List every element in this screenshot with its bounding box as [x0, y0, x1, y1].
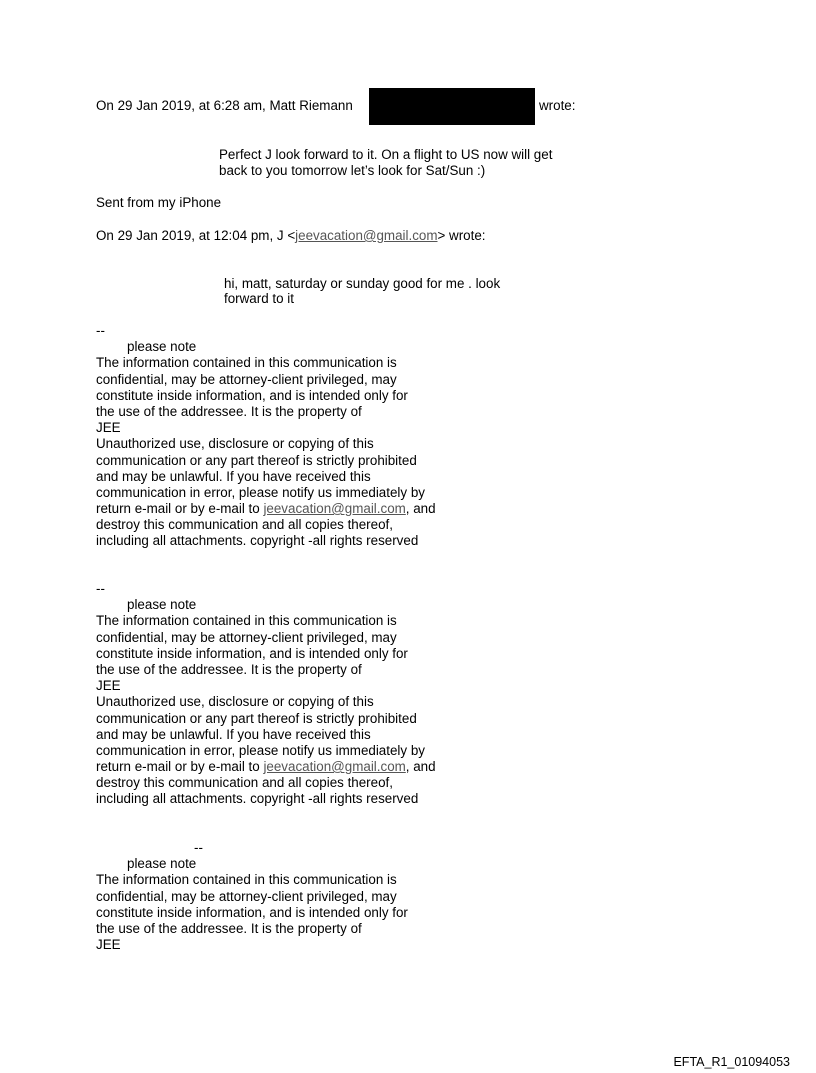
- quote-1-line-2: back to you tomorrow let’s look for Sat/Sun :): [219, 163, 486, 178]
- disclaimer-line: the use of the addressee. It is the property of: [96, 403, 362, 419]
- disclaimer-line: JEE: [96, 678, 121, 694]
- disclaimer-line: JEE: [96, 420, 121, 436]
- disclaimer-line: JEE: [96, 937, 121, 953]
- document-id: EFTA_R1_01094053: [673, 1055, 790, 1069]
- please-note: please note: [127, 856, 197, 872]
- sent-from-signature: Sent from my iPhone: [96, 195, 222, 210]
- disclaimer-line: and may be unlawful. If you have received this: [96, 468, 371, 484]
- disclaimer-line: The information contained in this communication is: [96, 613, 397, 629]
- disclaimer-block-3: [96, 840, 516, 953]
- disclaimer-line: the use of the addressee. It is the property of: [96, 920, 362, 936]
- return-prefix: return e-mail or by e-mail to: [96, 501, 264, 517]
- disclaimer-line: communication or any part thereof is strictly prohibited: [96, 710, 417, 726]
- disclaimer-line: destroy this communication and all copies thereof,: [96, 775, 393, 791]
- disclaimer-line: communication in error, please notify us immediately by: [96, 484, 425, 500]
- disclaimer-line: Unauthorized use, disclosure or copying of this: [96, 436, 374, 452]
- quote-2-line-1: hi, matt, saturday or sunday good for me . look: [224, 276, 501, 291]
- disclaimer-line: Unauthorized use, disclosure or copying of this: [96, 694, 374, 710]
- disclaimer-line: and may be unlawful. If you have received this: [96, 726, 371, 742]
- disclaimer-line: communication in error, please notify us immediately by: [96, 742, 425, 758]
- disclaimer-line: the use of the addressee. It is the property of: [96, 661, 362, 677]
- disclaimer-email-link[interactable]: jeevacation@gmail.com: [263, 759, 406, 775]
- header-2-email-link[interactable]: jeevacation@gmail.com: [295, 228, 438, 243]
- header-2-prefix: On 29 Jan 2019, at 12:04 pm, J <: [96, 228, 296, 243]
- return-suffix: , and: [405, 759, 436, 775]
- disclaimer-return-line: [96, 759, 516, 775]
- disclaimer-line: destroy this communication and all copies thereof,: [96, 517, 393, 533]
- disclaimer-line: confidential, may be attorney-client privileged, may: [96, 371, 397, 387]
- redaction-block: [369, 88, 535, 125]
- disclaimer-line: constitute inside information, and is intended only for: [96, 387, 408, 403]
- quote-1-line-1: Perfect J look forward to it. On a flight to US now will get: [219, 147, 553, 162]
- quote-2-line-2: forward to it: [224, 291, 294, 306]
- disclaimer-line: The information contained in this communication is: [96, 355, 397, 371]
- disclaimer-line: constitute inside information, and is intended only for: [96, 645, 408, 661]
- disclaimer-line: constitute inside information, and is intended only for: [96, 904, 408, 920]
- disclaimer-dashes: --: [194, 840, 203, 855]
- disclaimer-block-1: [96, 323, 516, 550]
- disclaimer-line: including all attachments. copyright -all rights reserved: [96, 791, 419, 807]
- disclaimer-line: communication or any part thereof is strictly prohibited: [96, 452, 417, 468]
- disclaimer-dashes: --: [96, 323, 105, 338]
- disclaimer-email-link[interactable]: jeevacation@gmail.com: [263, 501, 406, 517]
- please-note: please note: [127, 339, 197, 355]
- disclaimer-dashes: --: [96, 581, 105, 596]
- disclaimer-line: confidential, may be attorney-client privileged, may: [96, 888, 397, 904]
- please-note: please note: [127, 597, 197, 613]
- disclaimer-line: The information contained in this communication is: [96, 872, 397, 888]
- header-1-prefix: On 29 Jan 2019, at 6:28 am, Matt Riemann: [96, 98, 353, 113]
- return-suffix: , and: [405, 501, 436, 517]
- disclaimer-block-2: [96, 581, 516, 808]
- return-prefix: return e-mail or by e-mail to: [96, 759, 264, 775]
- email-header-1: [96, 98, 353, 114]
- header-1-suffix: wrote:: [539, 98, 576, 113]
- disclaimer-return-line: [96, 501, 516, 517]
- disclaimer-line: confidential, may be attorney-client privileged, may: [96, 629, 397, 645]
- header-2-suffix: > wrote:: [437, 228, 486, 243]
- disclaimer-line: including all attachments. copyright -all rights reserved: [96, 533, 419, 549]
- email-header-2: [96, 228, 486, 244]
